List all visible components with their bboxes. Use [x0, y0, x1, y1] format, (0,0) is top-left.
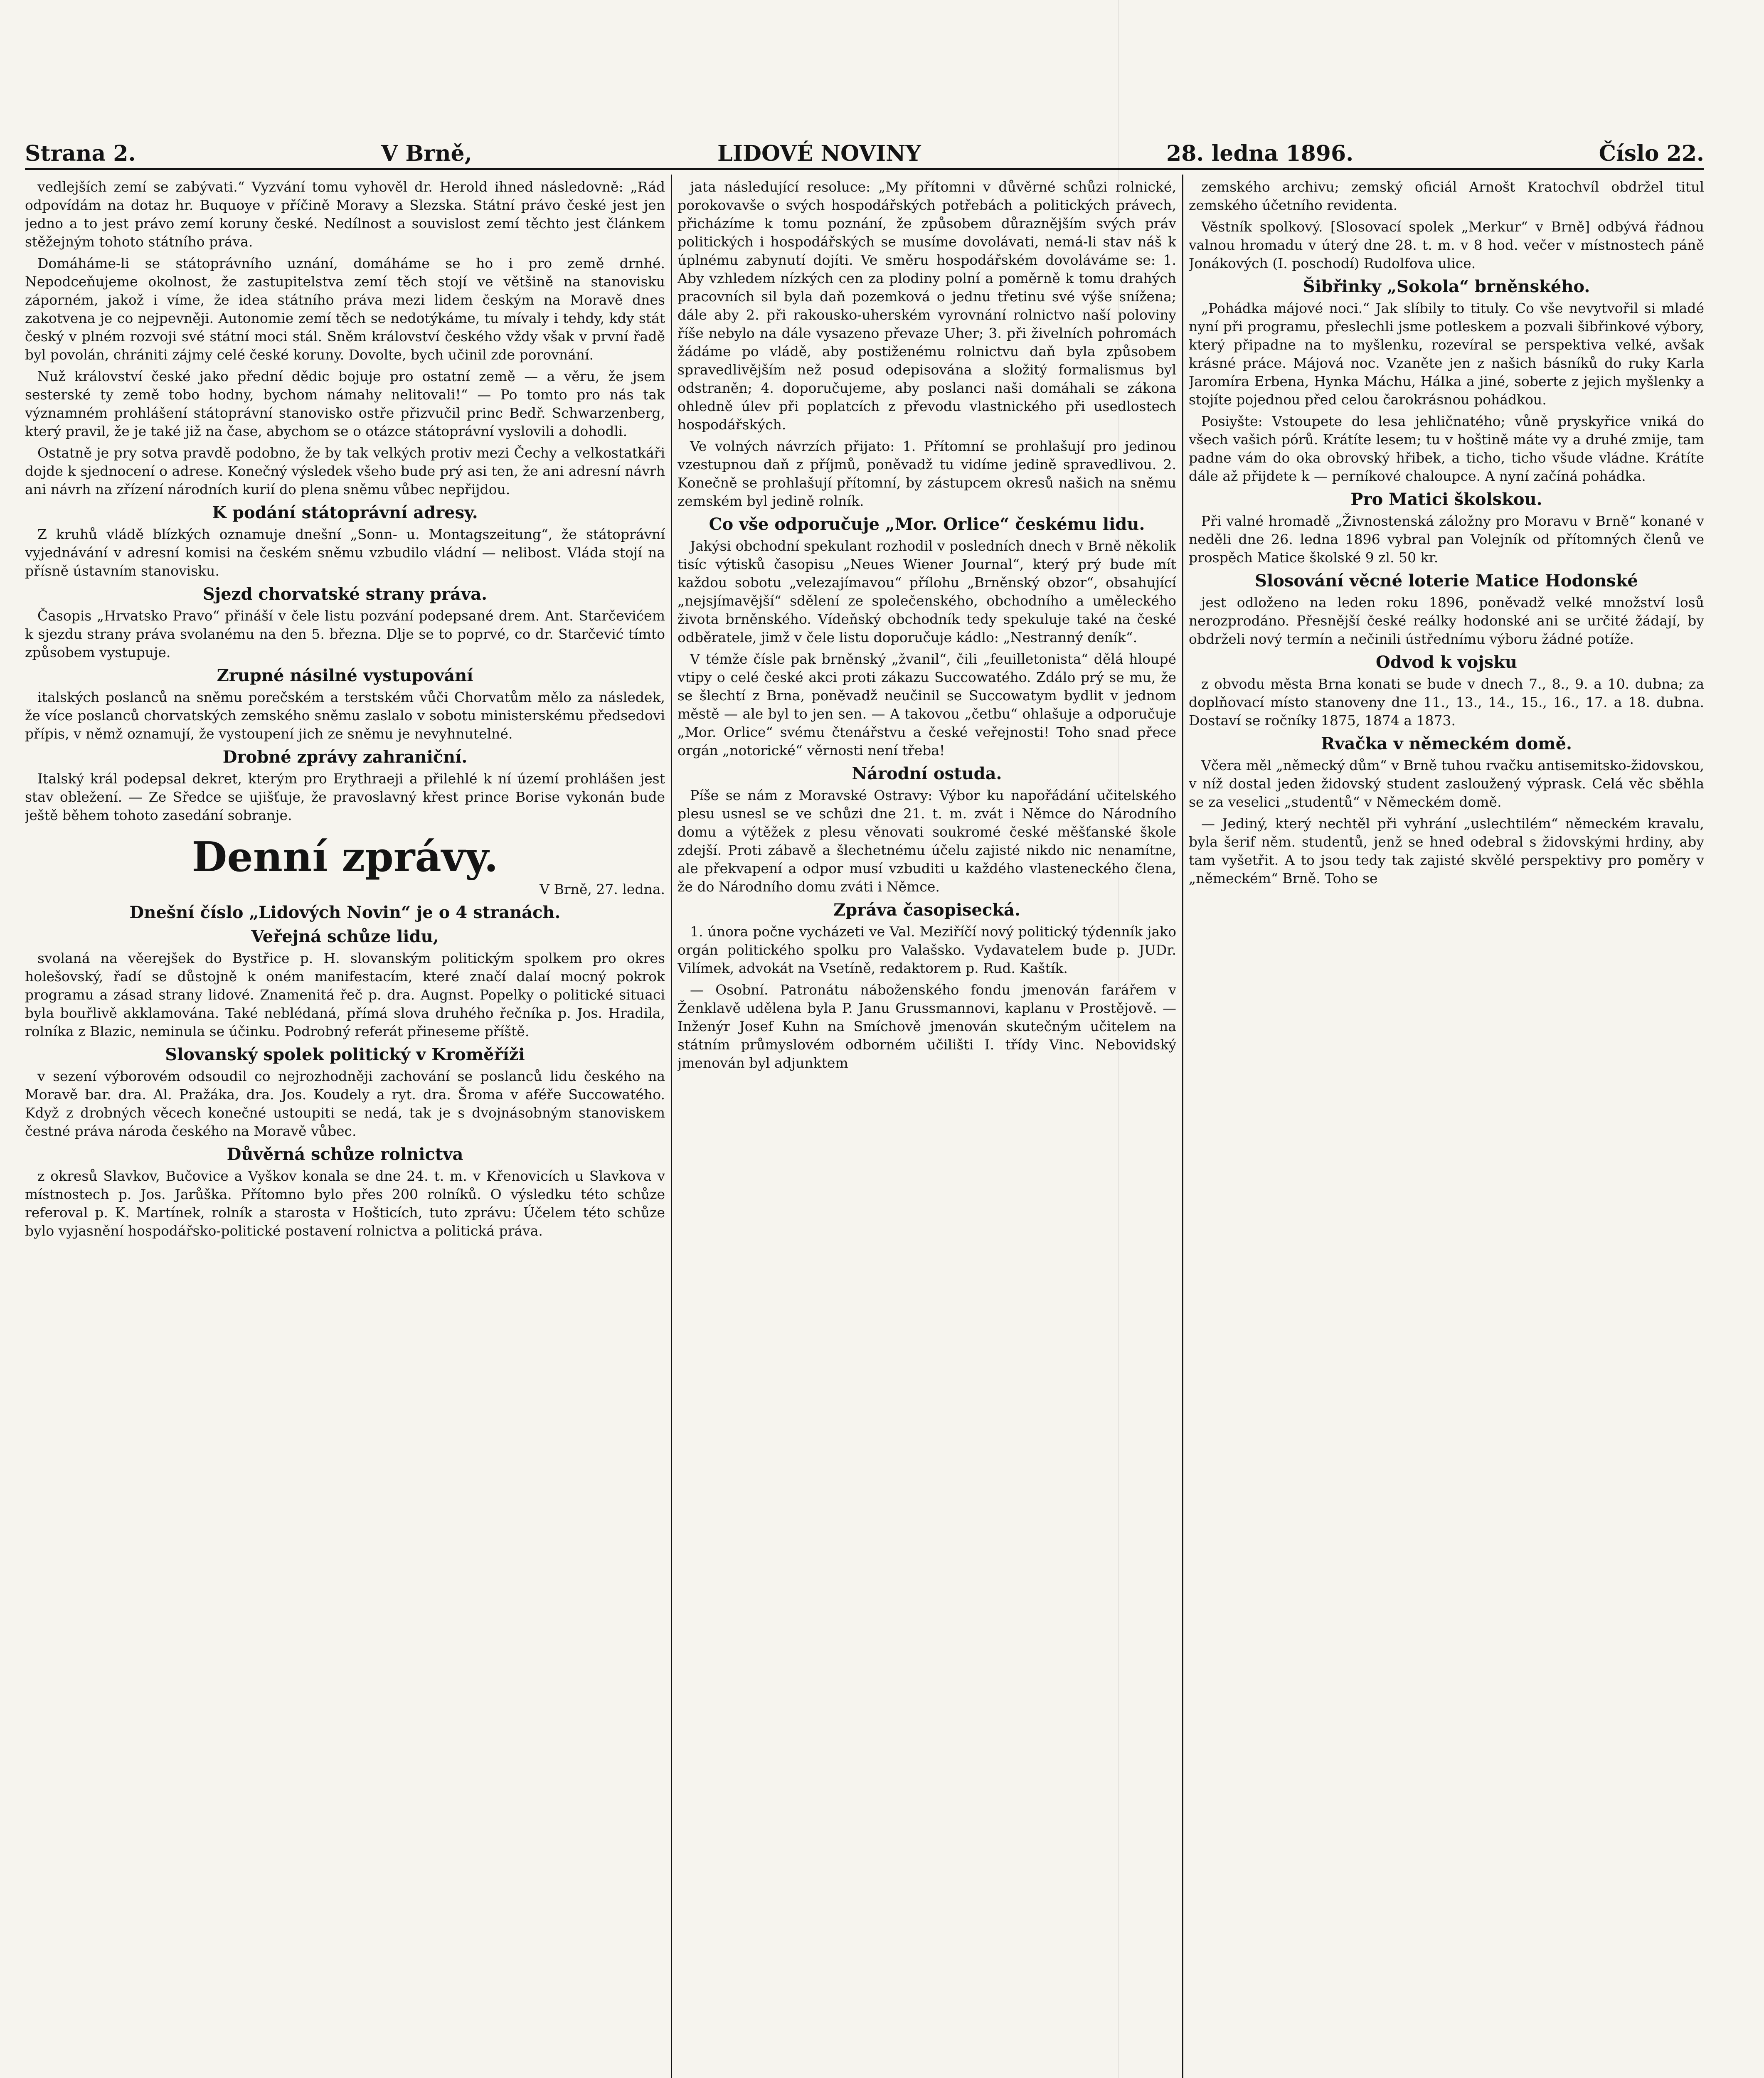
- section-heading: Zpráva časopisecká.: [833, 900, 1020, 920]
- article-paragraph: V témže čísle pak brněnský „žvanil“, čili „feuilletonista“ dělá hloupé vtipy o celé české akci proti zákazu Succowatého. Zdálo prý se mu, že se šlechtí z Brna, poněvadž neučinil se Succowatym bydlit v jednom městě — ale byl to jen sen. — A takovou „četbu“ ohlašuje a odporučuje „Mor. Orlice“ svému čtenářstvu a české veřejnosti! Toho snad přece orgán „notorické“ věrnosti není třeba!: [678, 651, 1176, 758]
- article-paragraph: jest odloženo na leden roku 1896, poněvadž velké množství losů nerozprodáno. Přesnější české reálky hodonské ani se určité žádají, by obdrželi nový termín a nečinili ústřednímu výboru žádné potíže.: [1189, 594, 1704, 647]
- article-paragraph: — Osobní. Patronátu náboženského fondu jmenován farářem v Ženklavě udělena byla P. Janu Grussmannovi, kaplanu v Prostějově. — Inženýr Josef Kuhn na Smíchově jmenován skutečným učitelem na státním průmyslovém odborném učilišti I. třídy Vinc. Nebovidský jmenován byl adjunktem: [678, 982, 1176, 1071]
- article-paragraph: svolaná na věerejšek do Bystřice p. H. slovanským politickým spolkem pro okres holešovský, řadí se důstojně k oném manifestacím, které značí dalaí mocný pokrok programu a zásad strany lidové. Znamenitá řeč p. dra. Augnst. Popelky o politické situaci byla bouřlivě akklamována. Také neblédaná, přímá slova druhého řečníka p. Jos. Hradila, rolníka z Blazic, neminula se účinku. Podrobný referát přineseme příště.: [25, 950, 665, 1039]
- article-paragraph: Při valné hromadě „Živnostenská záložny pro Moravu v Brně“ konané v neděli dne 26. ledna 1896 vybral pan Volejník od přítomných členů ve prospěch Matice školské 9 zl. 50 kr.: [1189, 513, 1704, 566]
- daily-news-title: Denní zprávy.: [192, 833, 498, 881]
- column-divider: [671, 175, 672, 2078]
- dateline: V Brně, 27. ledna.: [540, 881, 665, 897]
- section-heading: Důvěrná schůze rolnictva: [227, 1145, 463, 1164]
- article-paragraph: italských poslanců na sněmu porečském a terstském vůči Chorvatům mělo za následek, že více poslanců chorvatských zemského sněmu zaslalo v sobotu ministerskému předsedovi přípis, v němž oznamují, že vystoupení jich ze sněmu je nevyhnutelné.: [25, 689, 665, 742]
- article-paragraph: Ostatně je pry sotva pravdě podobno, že by tak velkých protiv mezi Čechy a velkostatkáři dojde k sjednocení o adrese. Konečný výsledek všeho bude prý asi ten, že ani adresní návrh ani návrh na zřízení národních kurií do plena sněmu vůbec nepřijdou.: [25, 445, 665, 497]
- section-heading: Sjezd chorvatské strany práva.: [202, 584, 488, 604]
- page-number: Strana 2.: [25, 141, 136, 166]
- article-paragraph: zemského archivu; zemský oficiál Arnošt Kratochvíl obdržel titul zemského účetního revidenta.: [1189, 179, 1704, 213]
- article-paragraph: Píše se nám z Moravské Ostravy: Výbor ku napořádání učitelského plesu usnesl se ve schůzi dne 21. t. m. zvát i Němce do Národního domu a výtěžek z plesu věnovati soukromé české měšťanské škole zdejší. Proti zábavě a šlechetnému účelu zajisté nikdo nic nenamítne, ale překvapení a odpor musí vzbuditi u každého vlasteneckého člena, že do Národního domu zváti i Němce.: [678, 787, 1176, 895]
- section-heading: Slovanský spolek politický v Kroměříži: [165, 1045, 525, 1064]
- masthead-rule: [25, 168, 1704, 170]
- section-heading: Rvačka v německém domě.: [1321, 734, 1572, 753]
- article-paragraph: vedlejších zemí se zabývati.“ Vyzvání tomu vyhověl dr. Herold ihned následovně: „Rád odpovídám na dotaz hr. Buquoye v příčině Moravy a Slezska. Státní právo české jest jen jedno a to jest právo zemí koruny české. Nedílnost a souvislost zemí těchto jest článkem stěžejným tohoto státního práva.: [25, 179, 665, 250]
- article-paragraph: Časopis „Hrvatsko Pravo“ přináší v čele listu pozvání podepsané drem. Ant. Starčevićem k sjezdu strany práva svolanému na den 5. března. Dlje se to poprvé, co dr. Starčević tímto způsobem vystupuje.: [25, 608, 665, 660]
- article-paragraph: Posiyšte: Vstoupete do lesa jehličnatého; vůně pryskyřice vniká do všech vašich pórů. Krátíte lesem; tu v hoštině máte vy a druhé zmije, tam padne vám do oka obrovský hřibek, a ticho, ticho všude vládne. Krátíte dále až přijdete k — perníkové chaloupce. A nyní začíná pohádka.: [1189, 413, 1704, 484]
- article-paragraph: Nuž království české jako přední dědic bojuje pro ostatní země — a věru, že jsem sesterské ty země tobo hodny, bychom námahy nelitovali!“ — Po tomto pro nás tak významném prohlášení státoprávní stanovisko ostře přizvučil princ Bedř. Schwarzenberg, který pravil, že je také již na čase, abychom se o otázce státoprávní vyslovili a dohodli.: [25, 368, 665, 439]
- article-paragraph: z obvodu města Brna konati se bude v dnech 7., 8., 9. a 10. dubna; za doplňovací místo stanoveny dne 11., 13., 14., 15., 16., 17. a 18. dubna. Dostaví se ročníky 1875, 1874 a 1873.: [1189, 676, 1704, 729]
- article-paragraph: 1. února počne vycházeti ve Val. Meziříčí nový politický týdenník jako orgán politického spolku pro Valašsko. Vydavatelem bude p. JUDr. Vilímek, advokát na Vsetíně, redaktorem p. Rud. Kaštík.: [678, 923, 1176, 976]
- article-paragraph: Ve volných návrzích přijato: 1. Přítomní se prohlašují pro jedinou vzestupnou daň z příjmů, poněvadž tu vidíme jedině spravedlivou. 2. Konečně se prohlašují přítomní, by zástupcem okresů našich na sněmu zemském byl jedině rolník.: [678, 438, 1176, 509]
- column-divider: [1182, 175, 1183, 2078]
- article-paragraph: jata následující resoluce: „My přítomni v důvěrné schůzi rolnické, porokovavše o svých hospodářských potřebách a politických právech, přicházíme k tomu poznání, že způsobem důraznějším svých práv politických i hospodářských se musíme dovolávati, nemá-li stav náš k úplnému zabynutí dojíti. Ve směru hospodářském dovoláváme se: 1. Aby vzhledem nízkých cen za plodiny polní a poměrně k tomu drahých pracovních sil byla daň pozemková o jednu třetinu své výše snížena; dále aby 2. při rakousko-uherském vyrovnání rolnictvo naší poloviny říše nebylo na dále vysazeno převaze Uher; 3. při živelních pohromách žádáme po vládě, aby postiženému rolnictvu daň byla způsobem spravedlivějším než posud odepisována a složitý formalismus byl odstraněn; 4. doporučujeme, aby poslanci naši domáhali se zákona ohledně úlev při poplatcích z převodu vlastnického při usedlostech hospodářských.: [678, 179, 1176, 433]
- column-1: [25, 178, 665, 2078]
- article-paragraph: — Jediný, který nechtěl při vyhrání „uslechtilém“ německém kravalu, byla šerif něm. studentů, jenž se hned odebral s židovskými hrdiny, aby tam vyšetřit. A to jsou tedy tak zajisté skvělé perspektivy pro poměry v „německém“ Brně. Toho se: [1189, 815, 1704, 886]
- section-heading: Šibřinky „Sokola“ brněnského.: [1303, 277, 1590, 296]
- article-paragraph: Jakýsi obchodní spekulant rozhodil v posledních dnech v Brně několik tisíc výtisků časopisu „Neues Wiener Journal“, který prý bude mít každou sobotu „velezajímavou“ přílohu „Brněnský obzor“, obsahující „nejsjímavější“ sdělení ze společenského, obchodního a uměleckého života brněnského. Vídeňský obchodník tedy spekuluje také na české odběratele, jimž v čele listu doporučuje kádlo: „Nestranný deník“.: [678, 538, 1176, 645]
- section-heading: Odvod k vojsku: [1376, 652, 1517, 672]
- column-3: [1189, 178, 1704, 2078]
- issue-date: 28. ledna 1896.: [1166, 141, 1354, 166]
- article-paragraph: v sezení výborovém odsoudil co nejrozhodněji zachování se poslanců lidu českého na Moravě bar. dra. Al. Pražáka, dra. Jos. Koudely a ryt. dra. Šroma v aféře Succowatého. Když z drobných věcech konečné ustoupiti se nedá, tak je s dvojnásobným stanoviskem čestné práva národa českého na Moravě vůbec.: [25, 1068, 665, 1139]
- issue-number: Číslo 22.: [1599, 141, 1704, 166]
- section-heading: Slosování věcné loterie Matice Hodonské: [1255, 571, 1638, 591]
- article-paragraph: Italský král podepsal dekret, kterým pro Erythraeji a přilehlé k ní území prohlášen jest stav obležení. — Ze Sředce se ujišťuje, že pravoslavný křest prince Borise vykonán bude ještě během tohoto zasedání sobranje.: [25, 771, 665, 823]
- masthead: [25, 137, 1704, 166]
- section-heading: Dnešní číslo „Lidových Novin“ je o 4 stranách.: [129, 903, 561, 922]
- place-name: V Brně,: [381, 141, 472, 166]
- article-paragraph: „Pohádka májové noci.“ Jak slíbily to tituly. Co vše nevytvořil si mladé nyní při programu, přeslechli jsme potleskem a pozvali šibřinkové výbory, který připadne na to myšlenku, rozevíral se perspektiva velké, avšak krásné práce. Májová noc. Vzaněte jen z našich básníků do ruky Karla Jaromíra Erbena, Hynka Máchu, Hálka a jiné, soberte z jejich myšlenky a stojíte pojednou před celou čarokrásnou pohádkou.: [1189, 300, 1704, 408]
- newspaper-title: LIDOVÉ NOVINY: [717, 141, 921, 166]
- article-paragraph: z okresů Slavkov, Bučovice a Vyškov konala se dne 24. t. m. v Křenovicích u Slavkova v místnostech p. Jos. Jarůška. Přítomno bylo přes 200 rolníků. O výsledku této schůze referoval p. K. Martínek, rolník a starosta v Hošticích, tuto zprávu: Účelem této schůze bylo vyjasnění hospodářsko-politické postavení rolnictva a politická práva.: [25, 1168, 665, 1239]
- section-heading: K podání státoprávní adresy.: [212, 503, 478, 522]
- section-heading: Veřejná schůze lidu,: [251, 927, 439, 946]
- article-paragraph: Včera měl „německý dům“ v Brně tuhou rvačku antisemitsko-židovskou, v níž dostal jeden židovský student zasloužený výprask. Celá věc sběhla se za veselici „studentů“ v Německém domě.: [1189, 757, 1704, 810]
- column-2: [678, 178, 1176, 2078]
- section-heading: Národní ostuda.: [852, 764, 1002, 783]
- section-heading: Drobné zprávy zahraniční.: [222, 747, 468, 767]
- article-paragraph: Věstník spolkový. [Slosovací spolek „Merkur“ v Brně] odbývá řádnou valnou hromadu v úterý dne 28. t. m. v 8 hod. večer v místnostech páně Jonákových (I. poschodí) Rudolfova ulice.: [1189, 219, 1704, 271]
- article-paragraph: Z kruhů vládě blízkých oznamuje dnešní „Sonn- u. Montagszeitung“, že státoprávní vyjednávání v adresní komisi na českém sněmu vzbudilo vládní — nelibost. Vláda stojí na přísně ústavním stanovisku.: [25, 526, 665, 579]
- section-heading: Zrupné násilné vystupování: [217, 666, 473, 685]
- article-paragraph: Domáháme-li se státoprávního uznání, domáháme se ho i pro země drnhé. Nepodceňujeme okolnost, že zastupitelstva zemí těch stojí ve většině na stanovisku záporném, jakož i víme, že idea státního práva mezi lidem českým na Moravě dnes zakotvena je co nejpevněji. Autonomie zemí těch se nedotýkáme, tu mívaly i tehdy, kdy stát český v plném rozvoji své státní moci stál. Sněm království českého vždy však v první řadě byl povolán, chrániti zájmy celé české koruny. Dovolte, bych učinil zde porovnání.: [25, 255, 665, 363]
- section-heading: Pro Matici školskou.: [1350, 490, 1542, 509]
- section-heading: Co vše odporučuje „Mor. Orlice“ českému lidu.: [709, 515, 1145, 534]
